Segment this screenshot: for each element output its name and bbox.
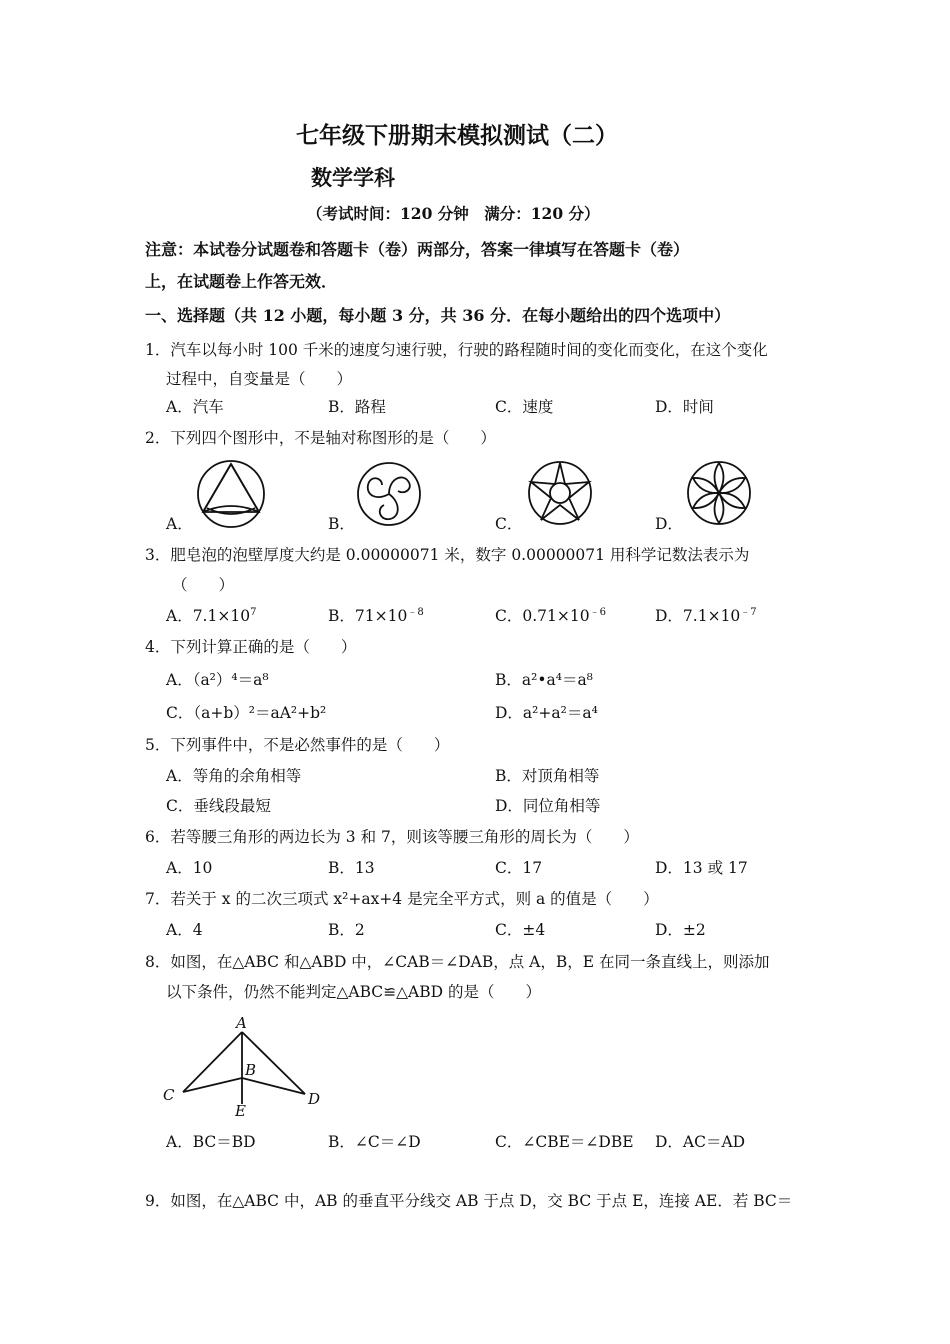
q2-figure-b bbox=[356, 461, 422, 527]
q1-stem-line-2: 过程中，自变量是（ ） bbox=[166, 370, 353, 388]
q8-option-c: C．∠CBE＝∠DBE bbox=[495, 1133, 634, 1151]
q1-option-c: C．速度 bbox=[495, 398, 554, 416]
q6-option-a: A．10 bbox=[166, 859, 213, 877]
q3-option-b: B．$71\times 10^{﹣8}$ bbox=[328, 606, 424, 625]
q1-stem-line-1: 1．汽车以每小时 100 千米的速度匀速行驶，行驶的路程随时间的变化而变化，在这个变化 bbox=[145, 341, 768, 359]
q3-stem-line-1: 3．肥皂泡的泡壁厚度大约是 0.00000071 米，数字 0.00000071 用科学记数法表示为 bbox=[145, 546, 750, 564]
q4-option-d: D．a²+a²＝a⁴ bbox=[495, 704, 598, 722]
q5-option-a: A．等角的余角相等 bbox=[166, 767, 302, 785]
q8-triangle-figure bbox=[155, 1012, 335, 1122]
q3-option-a: A．$7.1\times 10^7$ bbox=[166, 606, 257, 625]
q3-stem-line-2: （ ） bbox=[172, 576, 235, 594]
q7-option-a: A．4 bbox=[166, 921, 203, 939]
q2-option-b-label: B． bbox=[328, 515, 355, 533]
q4-option-c: C．（a+b）²＝aA²+b² bbox=[166, 704, 327, 722]
q8-option-d: D．AC＝AD bbox=[655, 1133, 746, 1151]
exam-info: （考试时间：120 分钟 满分：120 分） bbox=[307, 204, 600, 223]
q4-option-b: B．a²•a⁴＝a⁸ bbox=[495, 671, 593, 689]
q2-figure-a bbox=[195, 458, 267, 530]
segment-db bbox=[242, 1078, 305, 1094]
q5-option-d: D．同位角相等 bbox=[495, 797, 601, 815]
q2-figure-d bbox=[686, 460, 752, 526]
q4-option-a: A．（a²）⁴＝a⁸ bbox=[166, 671, 269, 689]
q2-stem: 2．下列四个图形中，不是轴对称图形的是（ ） bbox=[145, 429, 496, 447]
label-d: D bbox=[308, 1090, 321, 1108]
q3-option-d: D．$7.1\times 10^{﹣7}$ bbox=[655, 606, 757, 625]
q2-option-c-label: C． bbox=[495, 515, 523, 533]
segment-ac bbox=[183, 1032, 242, 1092]
q6-option-d: D．13 或 17 bbox=[655, 859, 748, 877]
q3-option-c: C．$0.71\times 10^{﹣6}$ bbox=[495, 606, 606, 625]
q4-stem: 4．下列计算正确的是（ ） bbox=[145, 638, 357, 656]
notice-line-1: 注意：本试卷分试题卷和答题卡（卷）两部分，答案一律填写在答题卡（卷） bbox=[145, 240, 690, 259]
subject-title: 数学学科 bbox=[311, 165, 395, 190]
q5-option-b: B．对顶角相等 bbox=[495, 767, 600, 785]
q5-stem: 5．下列事件中，不是必然事件的是（ ） bbox=[145, 736, 450, 754]
q6-stem: 6．若等腰三角形的两边长为 3 和 7，则该等腰三角形的周长为（ ） bbox=[145, 828, 639, 846]
q1-option-a: A．汽车 bbox=[166, 398, 224, 416]
segment-cb bbox=[183, 1078, 242, 1092]
q1-option-b: B．路程 bbox=[328, 398, 386, 416]
label-c: C bbox=[163, 1086, 175, 1104]
notice-line-2: 上，在试题卷上作答无效． bbox=[145, 272, 338, 291]
q5-option-c: C．垂线段最短 bbox=[166, 797, 271, 815]
q8-stem-line-1: 8．如图，在△ABC 和△ABD 中，∠CAB＝∠DAB，点 A，B，E 在同一条直线上，则添加 bbox=[145, 953, 770, 971]
q9-stem-line-1: 9．如图，在△ABC 中，AB 的垂直平分线交 AB 于点 D，交 BC 于点 E，连接 AE．若 BC＝ bbox=[145, 1192, 793, 1210]
q8-option-a: A．BC＝BD bbox=[166, 1133, 256, 1151]
q6-option-b: B．13 bbox=[328, 859, 375, 877]
q7-option-d: D．±2 bbox=[655, 921, 706, 939]
q6-option-c: C．17 bbox=[495, 859, 543, 877]
q8-stem-line-2: 以下条件，仍然不能判定△ABC≌△ABD 的是（ ） bbox=[166, 983, 541, 1001]
q2-option-a-label: A． bbox=[166, 515, 193, 533]
label-a: A bbox=[236, 1014, 247, 1032]
q8-option-b: B．∠C＝∠D bbox=[328, 1133, 421, 1151]
q7-stem: 7．若关于 x 的二次三项式 x²+ax+4 是完全平方式，则 a 的值是（ ） bbox=[145, 890, 659, 908]
q7-option-b: B．2 bbox=[328, 921, 365, 939]
q1-option-d: D．时间 bbox=[655, 398, 714, 416]
page-title: 七年级下册期末模拟测试（二） bbox=[296, 122, 618, 149]
q2-option-d-label: D． bbox=[655, 515, 683, 533]
label-e: E bbox=[235, 1102, 246, 1120]
q7-option-c: C．±4 bbox=[495, 921, 546, 939]
q2-figure-c bbox=[527, 460, 593, 526]
section-1-heading: 一、选择题（共 12 小题，每小题 3 分，共 36 分．在每小题给出的四个选项中） bbox=[145, 306, 731, 325]
label-b: B bbox=[245, 1061, 257, 1079]
